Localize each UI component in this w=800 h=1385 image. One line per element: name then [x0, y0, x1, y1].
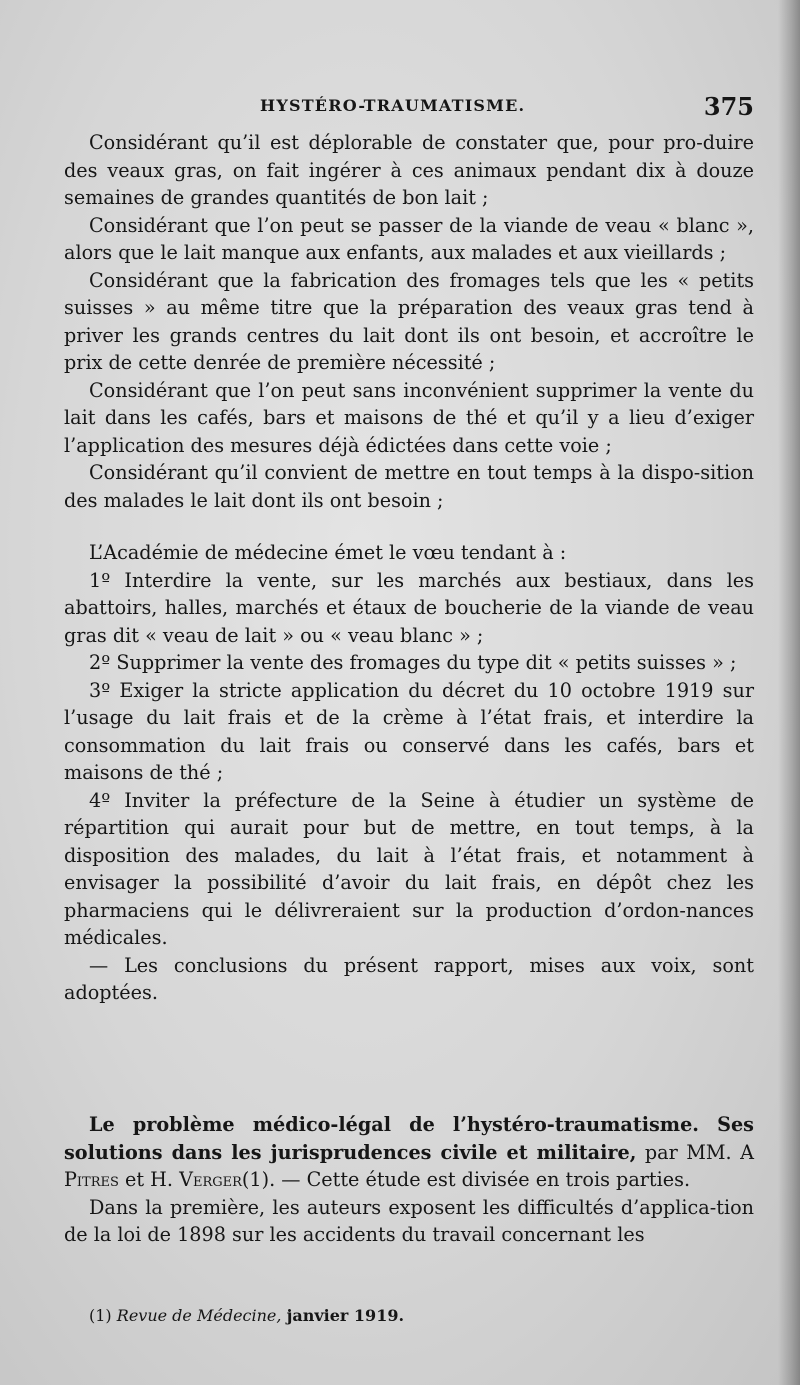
- section-by: par MM.: [636, 1140, 741, 1164]
- author-pitres: A Pitres: [64, 1140, 754, 1191]
- paragraph-considerant-4: Considérant que l’on peut sans inconvénient supprimer la vente du lait dans les cafés, bars et maisons de thé et qu’il y a lieu d’exiger l’application des mesures déjà édictées dans cette voie ;: [64, 378, 754, 457]
- binding-shadow: [778, 0, 800, 1385]
- section-title-tail: . — Cette étude est divisée en trois parties.: [269, 1168, 691, 1191]
- author-verger: H. Verger: [150, 1168, 242, 1191]
- footnote: [89, 1305, 404, 1327]
- paragraph-voeu-4: 4º Inviter la préfecture de la Seine à étudier un système de répartition qui aurait pour but de mettre, en tout temps, à la disposition des malades, du lait à l’état frais, et notamment à envisager la possibilité d’avoir du lait frais, en dépôt chez les pharmaciens qui le délivreraient sur la production d’ordon-nances médicales.: [64, 788, 754, 949]
- paragraph-considerant-1: Considérant qu’il est déplorable de constater que, pour pro-duire des veaux gras, on fait ingérer à ces animaux pendant dix à douze semaines de grandes quantités de bon lait ;: [64, 131, 754, 209]
- paragraph-voeu-3: 3º Exiger la stricte application du décret du 10 octobre 1919 sur l’usage du lait frais et de la crème à l’état frais, et interdire la consommation du lait frais ou conservé dans les cafés, bars et maisons de thé ;: [64, 678, 754, 784]
- paragraph-considerant-2: Considérant que l’on peut se passer de la viande de veau « blanc », alors que le lait manque aux enfants, aux malades et aux vieillards ;: [64, 213, 754, 264]
- paragraph-voeu-intro: L’Académie de médecine émet le vœu tendant à :: [89, 541, 567, 564]
- footnote-reference: (1): [241, 1168, 270, 1191]
- section-paragraph: Dans la première, les auteurs exposent les difficultés d’applica-tion de la loi de 1898 sur les accidents du travail concernant les: [64, 1195, 754, 1246]
- article-section: [64, 1111, 754, 1249]
- paragraph-voeu-2: 2º Supprimer la vente des fromages du type dit « petits suisses » ;: [89, 651, 737, 674]
- paragraph-considerant-3: Considérant que la fabrication des fromages tels que les « petits suisses » au même titre que la préparation des veaux gras tend à priver les grands centres du lait dont ils ont besoin, et accroître le prix de cette denrée de première nécessité ;: [64, 268, 754, 374]
- running-title: HYSTÉRO-TRAUMATISME.: [260, 96, 526, 115]
- section-heading-paragraph: [64, 1111, 754, 1194]
- page-header: [260, 92, 754, 122]
- paragraph-considerant-5: Considérant qu’il convient de mettre en tout temps à la dispo-sition des malades le lait dont ils ont besoin ;: [64, 461, 754, 512]
- footnote-date: janvier 1919.: [286, 1306, 405, 1325]
- section-title: Le problème médico-légal de l’hystéro-traumatisme. Ses solutions dans les jurisprudences civile et militaire,: [64, 1113, 754, 1164]
- footnote-journal: Revue de Médecine,: [116, 1306, 282, 1325]
- footnote-marker: (1): [89, 1306, 112, 1325]
- report-text: [64, 129, 754, 1007]
- paragraph-voeu-1: 1º Interdire la vente, sur les marchés aux bestiaux, dans les abattoirs, halles, marchés et étaux de boucherie de la viande de veau gras dit « veau de lait » ou « veau blanc » ;: [64, 568, 754, 647]
- section-and: et: [118, 1168, 151, 1191]
- paragraph-conclusion: — Les conclusions du présent rapport, mises aux voix, sont adoptées.: [64, 953, 754, 1004]
- page-number: 375: [703, 92, 754, 121]
